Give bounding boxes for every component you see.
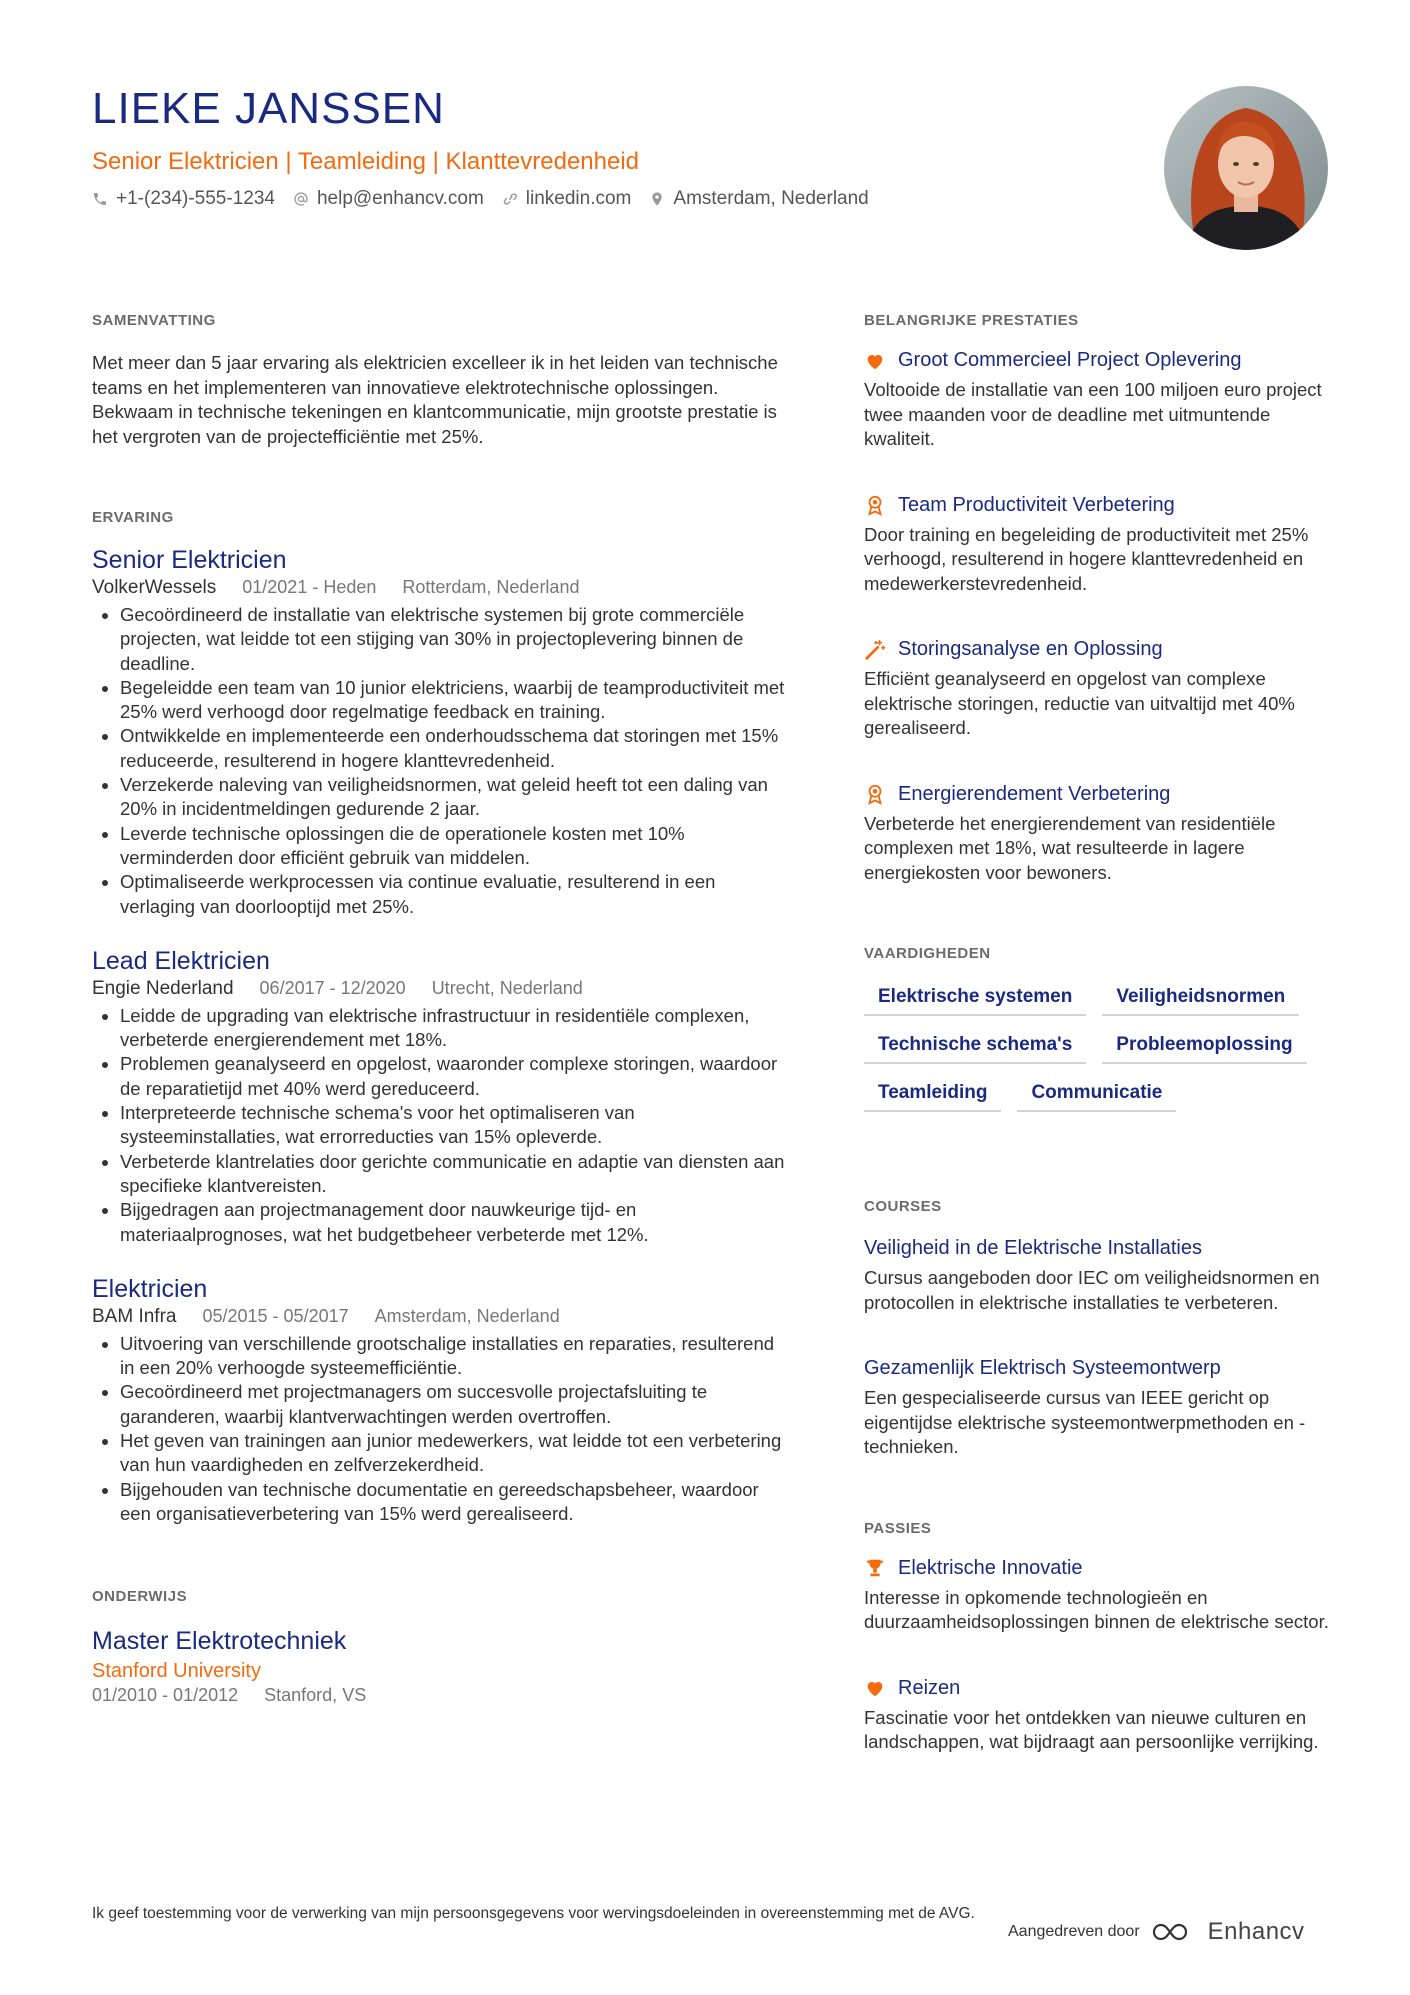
degree-title: Master Elektrotechniek — [92, 1627, 347, 1656]
candidate-name: LIEKE JANSSEN — [92, 84, 445, 133]
location-pin-icon — [649, 191, 665, 207]
school-name: Stanford University — [92, 1660, 261, 1683]
job-title: Elektricien — [92, 1274, 208, 1303]
courses-heading: COURSES — [864, 1198, 942, 1215]
award-icon — [864, 783, 886, 805]
summary-text: Met meer dan 5 jaar ervaring als elektricien excelleer ik in het leiden van technische teams en het implementeren van innovatieve elektrotechnische oplossingen. Bekwaam in technische tekeningen en klantcommunicatie, mijn grootste prestatie is het vergroten van de projectefficiëntie met 25%. — [92, 352, 778, 447]
contact-info — [92, 188, 869, 210]
job-dates: 01/2021 - Heden — [242, 577, 377, 597]
skill-tag: Probleemoplossing — [1102, 1034, 1306, 1064]
summary-section — [92, 312, 792, 449]
profile-photo — [1164, 86, 1328, 250]
passions-section — [864, 1520, 1334, 1755]
achievement-text: Voltooide de installatie van een 100 miljoen euro project twee maanden voor de deadline met uitmuntende kwaliteit. — [864, 379, 1322, 449]
magic-wand-icon — [864, 639, 886, 661]
achievement-item — [864, 783, 1334, 886]
course-item — [864, 1237, 1334, 1315]
job-bullets — [92, 603, 792, 919]
phone-text: +1-(234)-555-1234 — [116, 188, 275, 209]
achievement-title: Groot Commercieel Project Oplevering — [898, 349, 1242, 371]
award-icon — [864, 494, 886, 516]
job-entry — [92, 1275, 792, 1526]
job-bullet: • Verbeterde klantrelaties door gerichte communicatie en adaptie van diensten aan specifieke klantvereisten. — [120, 1150, 792, 1199]
job-bullets — [92, 1332, 792, 1526]
education-heading: ONDERWIJS — [92, 1588, 188, 1606]
course-text: Een gespecialiseerde cursus van IEEE gericht op eigentijdse elektrische systeemontwerpmethoden en -technieken. — [864, 1387, 1306, 1457]
powered-by-label: Aangedreven door — [1008, 1923, 1140, 1940]
skills-heading: VAARDIGHEDEN — [864, 945, 991, 962]
job-bullet: • Optimaliseerde werkprocessen via continue evaluatie, resulterend in een verlaging van doorlooptijd met 25%. — [120, 870, 792, 919]
job-bullet: • Bijgehouden van technische documentatie en gereedschapsbeheer, waardoor een organisatieverbetering van 15% werd gerealiseerd. — [120, 1478, 792, 1527]
job-bullet: • Leverde technische oplossingen die de operationele kosten met 10% verminderden door efficiënt gebruik van middelen. — [120, 822, 792, 871]
education-dates: 01/2010 - 01/2012 — [92, 1685, 239, 1706]
passion-item — [864, 1557, 1334, 1635]
right-column — [864, 312, 1334, 1755]
achievement-title: Team Productiviteit Verbetering — [898, 493, 1175, 516]
experience-heading: ERVARING — [92, 509, 174, 526]
passion-title: Elektrische Innovatie — [898, 1556, 1083, 1579]
candidate-subtitle: Senior Elektricien | Teamleiding | Klanttevredenheid — [92, 148, 640, 175]
job-bullet: • Verzekerde naleving van veiligheidsnormen, wat geleid heeft tot een daling van 20% in incidentmeldingen gedurende 2 jaar. — [120, 773, 792, 822]
achievement-title: Energierendement Verbetering — [898, 782, 1171, 805]
skill-tag: Elektrische systemen — [864, 986, 1086, 1016]
heart-icon — [864, 350, 886, 372]
skill-tag: Veiligheidsnormen — [1102, 986, 1299, 1016]
job-bullet: • Gecoördineerd de installatie van elektrische systemen bij grote commerciële projecten, wat leidde tot een stijging van 30% in projectoplevering binnen de deadline. — [120, 603, 792, 676]
achievement-text: Verbeterde het energierendement van residentiële complexen met 18%, wat resulteerde in lagere energiekosten voor bewoners. — [864, 812, 1276, 883]
passion-text: Fascinatie voor het ontdekken van nieuwe culturen en landschappen, wat bijdraagt aan persoonlijke verrijking. — [864, 1706, 1319, 1752]
achievement-title-row — [864, 494, 1334, 517]
achievement-item — [864, 349, 1334, 452]
contact-linkedin[interactable] — [502, 188, 632, 210]
achievements-heading: BELANGRIJKE PRESTATIES — [864, 312, 1079, 329]
brand-name[interactable]: Enhancv — [1207, 1918, 1305, 1945]
achievement-item — [864, 494, 1334, 597]
job-bullet: • Het geven van trainingen aan junior medewerkers, wat leidde tot een verbetering van hun vaardigheden en zelfverzekerdheid. — [120, 1429, 792, 1478]
achievement-title-row — [864, 349, 1334, 372]
powered-by — [1008, 1918, 1305, 1946]
achievement-text: Door training en begeleiding de productiviteit met 25% verhoogd, resulterend in hogere klanttevredenheid en medewerkerstevredenheid. — [864, 523, 1309, 594]
contact-location — [649, 188, 868, 210]
job-bullet: • Gecoördineerd met projectmanagers om succesvolle projectafsluiting te garanderen, waarbij klantverwachtingen werden overtroffen. — [120, 1380, 792, 1429]
job-meta — [92, 1306, 792, 1328]
enhancv-logo-icon — [1150, 1920, 1198, 1944]
passion-title: Reizen — [898, 1676, 961, 1699]
summary-heading: SAMENVATTING — [92, 312, 216, 329]
trophy-icon — [864, 1557, 886, 1579]
link-icon — [502, 191, 518, 207]
left-column — [92, 312, 792, 1706]
achievement-title-row — [864, 783, 1334, 806]
passions-heading: PASSIES — [864, 1519, 932, 1537]
job-bullet: • Uitvoering van verschillende grootschalige installaties en reparaties, resulterend in een 20% verhoogde systeemefficiëntie. — [120, 1332, 792, 1381]
education-meta — [92, 1685, 792, 1706]
job-meta — [92, 577, 792, 599]
job-location: Rotterdam, Nederland — [402, 577, 580, 597]
course-title: Gezamenlijk Elektrisch Systeemontwerp — [864, 1357, 1221, 1379]
achievement-title: Storingsanalyse en Oplossing — [898, 638, 1163, 660]
skill-tag: Communicatie — [1017, 1082, 1176, 1112]
courses-section — [864, 1198, 1334, 1460]
job-bullet: • Interpreteerde technische schema's voor het optimaliseren van systeeminstallaties, wat errorreducties van 15% opleverde. — [120, 1101, 792, 1150]
achievement-title-row — [864, 638, 1334, 661]
education-section — [92, 1588, 792, 1706]
job-location: Amsterdam, Nederland — [374, 1305, 560, 1326]
job-entry — [92, 546, 792, 919]
course-title: Veiligheid in de Elektrische Installaties — [864, 1237, 1202, 1259]
phone-icon — [92, 191, 108, 207]
job-title: Lead Elektricien — [92, 946, 270, 975]
job-meta — [92, 978, 792, 1000]
experience-section — [92, 509, 792, 1526]
at-icon — [293, 191, 309, 207]
heart-icon — [864, 1677, 886, 1699]
job-bullet: • Problemen geanalyseerd en opgelost, waaronder complexe storingen, waardoor de reparatietijd met 40% werd gereduceerd. — [120, 1052, 792, 1101]
job-entry — [92, 947, 792, 1247]
skill-tag: Teamleiding — [864, 1082, 1001, 1112]
achievement-text: Efficiënt geanalyseerd en opgelost van complexe elektrische storingen, reductie van uitvaltijd met 40% gerealiseerd. — [864, 668, 1295, 738]
achievements-section — [864, 312, 1334, 885]
passion-item — [864, 1677, 1334, 1755]
email-text: help@enhancv.com — [316, 188, 484, 209]
job-bullets — [92, 1004, 792, 1247]
course-text: Cursus aangeboden door IEC om veiligheidsnormen en protocollen in elektrische installaties te verbeteren. — [864, 1267, 1320, 1313]
job-dates: 06/2017 - 12/2020 — [259, 977, 406, 998]
consent-text: Ik geef toestemming voor de verwerking van mijn persoonsgegevens voor wervingsdoeleinden in overeenstemming met de AVG. — [92, 1905, 975, 1922]
job-bullet: • Leidde de upgrading van elektrische infrastructuur in residentiële complexen, verbeterde energierendement met 18%. — [120, 1004, 792, 1053]
achievement-item — [864, 638, 1334, 741]
linkedin-text: linkedin.com — [525, 188, 632, 209]
job-bullet: • Bijgedragen aan projectmanagement door nauwkeurige tijd- en materiaalprognoses, wat het budgetbeheer verbeterde met 12%. — [120, 1198, 792, 1247]
passion-title-row — [864, 1557, 1334, 1580]
job-location: Utrecht, Nederland — [431, 977, 583, 998]
job-bullet: • Begeleidde een team van 10 junior elektriciens, waarbij de teamproductiviteit met 25% werd verhoogd door regelmatige feedback en training. — [120, 676, 792, 725]
skills-list — [864, 986, 1324, 1112]
contact-phone — [92, 188, 275, 210]
job-bullet: • Ontwikkelde en implementeerde een onderhoudsschema dat storingen met 15% reduceerde, resulterend in hogere klanttevredenheid. — [120, 724, 792, 773]
passion-text: Interesse in opkomende technologieën en duurzaamheidsoplossingen binnen de elektrische sector. — [864, 1586, 1329, 1632]
job-dates: 05/2015 - 05/2017 — [202, 1305, 349, 1326]
course-item — [864, 1357, 1334, 1460]
education-location: Stanford, VS — [264, 1685, 367, 1706]
job-company: Engie Nederland — [92, 977, 234, 999]
job-title: Senior Elektricien — [92, 546, 287, 574]
skill-tag: Technische schema's — [864, 1034, 1086, 1064]
skills-section — [864, 945, 1334, 1112]
passion-title-row — [864, 1677, 1334, 1700]
job-company: BAM Infra — [92, 1305, 177, 1327]
job-company: VolkerWessels — [92, 577, 217, 598]
contact-email[interactable] — [293, 188, 484, 210]
location-text: Amsterdam, Nederland — [673, 188, 869, 209]
